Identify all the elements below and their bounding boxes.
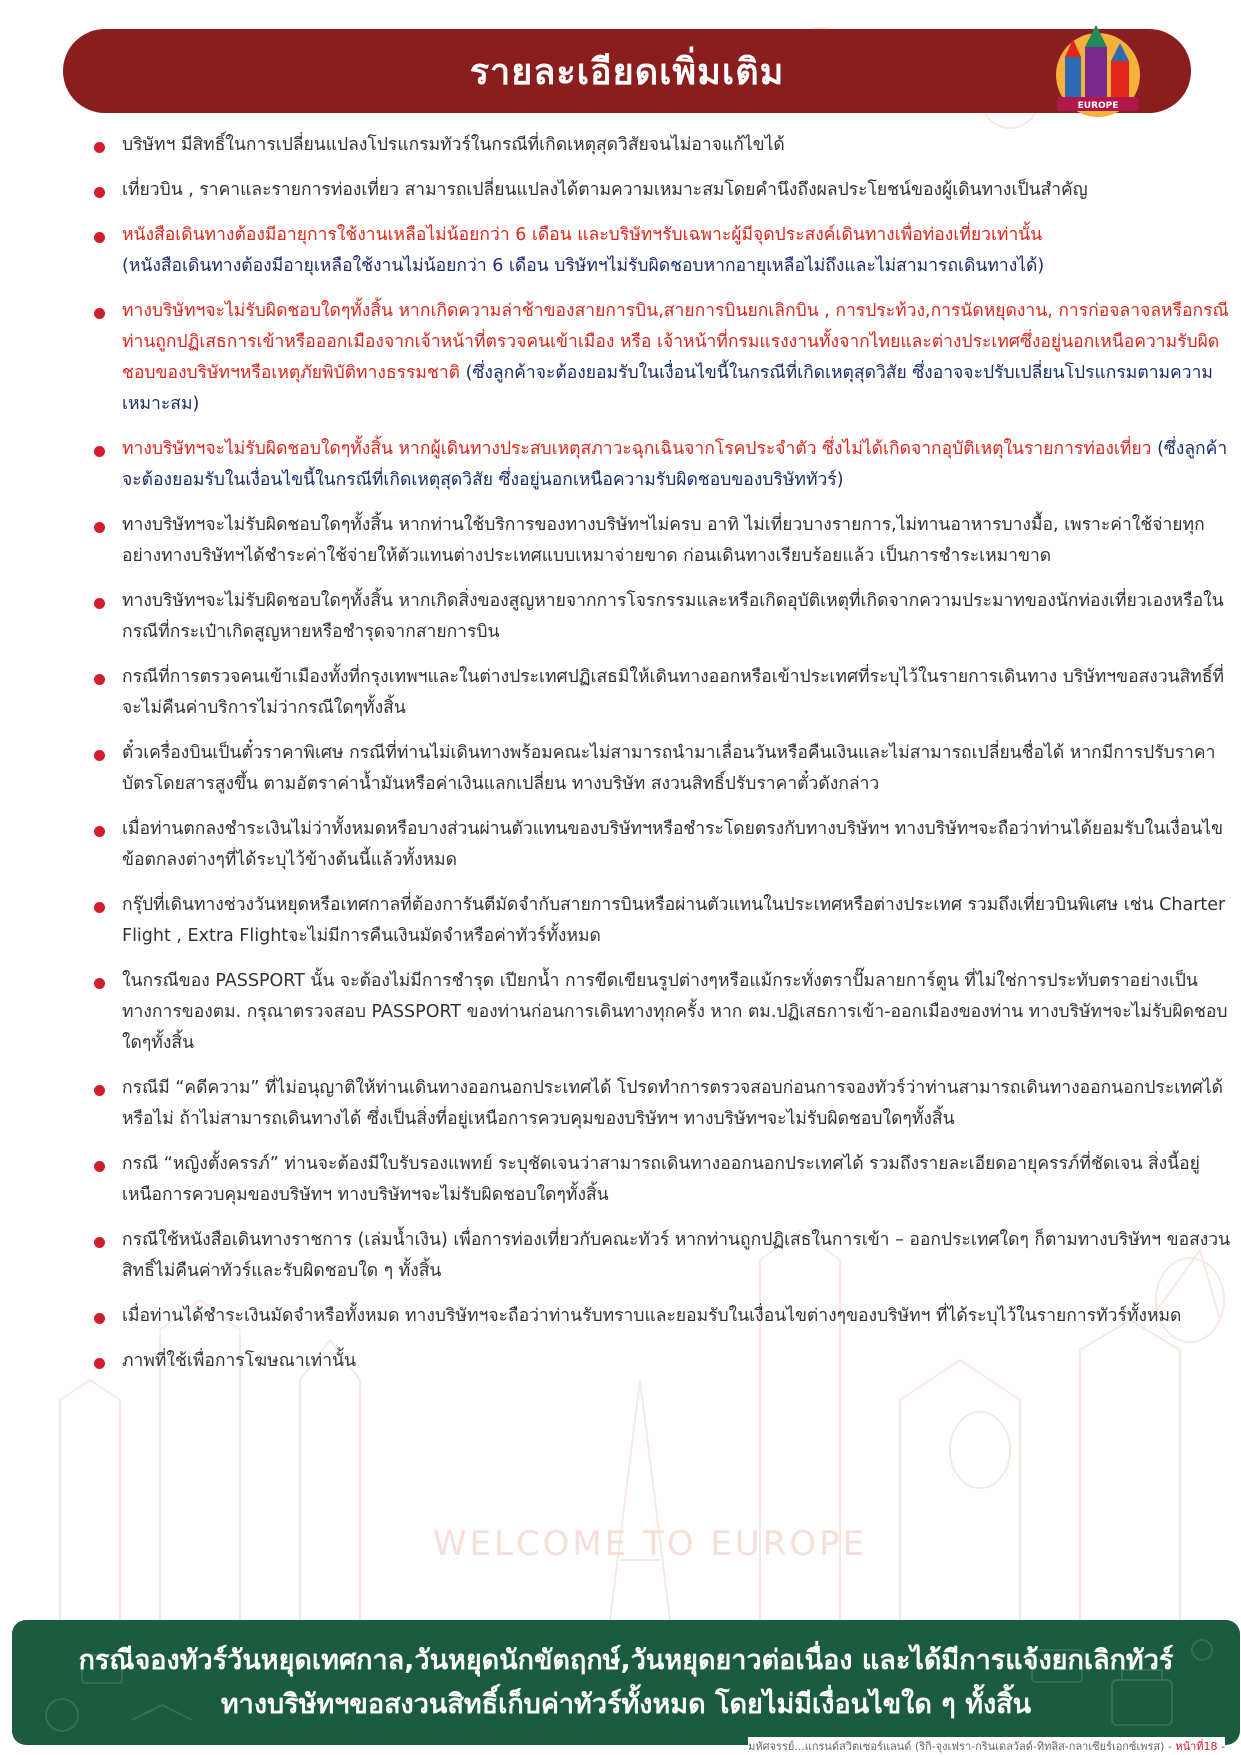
term-item	[92, 586, 1232, 648]
europe-landmarks-icon	[1043, 17, 1153, 127]
term-text	[122, 434, 1232, 496]
welcome-europe-watermark: WELCOME TO EUROPE	[432, 1524, 868, 1564]
header-banner	[63, 29, 1191, 113]
bullet-icon	[94, 750, 105, 761]
term-text-segment: กรุ๊ปที่เดินทางช่วงวันหยุดหรือเทศกาลที่ต้องการันตีมัดจำกับสายการบินหรือผ่านตัวแทนในประเทศหรือต่างประเทศ รวมถึงเที่ยวบินพิเศษ เช่น Charter Flight , Extra Flightจะไม่มีการคืนเงินมัดจำหรือค่าทัวร์ทั้งหมด	[122, 895, 1226, 946]
bullet-icon	[94, 187, 105, 198]
bullet-icon	[94, 232, 105, 243]
term-text-segment: ในกรณีของ PASSPORT นั้น จะต้องไม่มีการชำรุด เปียกน้ำ การขีดเขียนรูปต่างๆหรือแม้กระทั่งตราปั๊มลายการ์ตูน ที่ไม่ใช่การประทับตราอย่างเป็นทางการของตม. กรุณาตรวจสอบ PASSPORT ของท่านก่อนการเดินทางทุกครั้ง หาก ตม.ปฏิเสธการเข้า-ออกเมืองของท่าน ทางบริษัทฯจะไม่รับผิดชอบใดๆทั้งสิ้น	[122, 971, 1228, 1053]
term-text-segment: ภาพที่ใช้เพื่อการโฆษณาเท่านั้น	[122, 1351, 356, 1371]
term-text-segment: เมื่อท่านได้ชำระเงินมัดจำหรือทั้งหมด ทางบริษัทฯจะถือว่าท่านรับทราบและยอมรับในเงื่อนไขต่างๆของบริษัทฯ ที่ได้ระบุไว้ในรายการทัวร์ทั้งหมด	[122, 1306, 1182, 1326]
term-text-segment: ทางบริษัทฯจะไม่รับผิดชอบใดๆทั้งสิ้น หากเกิดความล่าช้าของสายการบิน,สายการบินยกเลิกบิน , การประท้วง,การนัดหยุดงาน, การก่อจลาจลหรือกรณีท่านถูกปฏิเสธการเข้าหรือออกเมืองจากเจ้าหน้าที่ตรวจคนเข้าเมือง หรือ เจ้าหน้าที่กรมแรงงานทั้งจากไทยและต่างประเทศซึ่งอยู่นอกเหนือความรับผิดชอบของบริษัทฯหรือเหตุภัยพิบัติทางธรรมชาติ	[122, 301, 1229, 383]
term-text	[122, 890, 1232, 952]
term-item	[92, 220, 1232, 282]
term-text	[122, 1149, 1232, 1211]
term-item	[92, 662, 1232, 724]
term-text	[122, 510, 1232, 572]
bullet-icon	[94, 826, 105, 837]
bullet-icon	[94, 1085, 105, 1096]
term-text-segment: เมื่อท่านตกลงชำระเงินไม่ว่าทั้งหมดหรือบางส่วนผ่านตัวแทนของบริษัทฯหรือชำระโดยตรงกับทางบริษัทฯ ทางบริษัทฯจะถือว่าท่านได้ยอมรับในเงื่อนไขข้อตกลงต่างๆที่ได้ระบุไว้ข้างต้นนี้แล้วทั้งหมด	[122, 819, 1224, 870]
term-item	[92, 890, 1232, 952]
bullet-icon	[94, 674, 105, 685]
term-text	[122, 662, 1232, 724]
europe-badge-label: EUROPE	[1077, 101, 1119, 111]
bullet-icon	[94, 446, 105, 457]
term-text-segment: ทางบริษัทฯจะไม่รับผิดชอบใดๆทั้งสิ้น หากผู้เดินทางประสบเหตุสภาวะฉุกเฉินจากโรคประจำตัว ซึ่งไม่ได้เกิดจากอุบัติเหตุในรายการท่องเที่ยว	[122, 439, 1152, 459]
bullet-icon	[94, 1161, 105, 1172]
term-item	[92, 966, 1232, 1059]
term-item	[92, 738, 1232, 800]
bullet-icon	[94, 902, 105, 913]
term-item	[92, 130, 1232, 161]
term-item	[92, 175, 1232, 206]
footer-line-2: ทางบริษัทฯขอสงวนสิทธิ์เก็บค่าทัวร์ทั้งหมด โดยไม่มีเงื่อนไขใด ๆ ทั้งสิ้น	[220, 1688, 1032, 1720]
term-text	[122, 1225, 1232, 1287]
page-footer-text: มหัศจรรย์...แกรนด์สวิตเซอร์แลนด์ (ริกิ-จุงเฟรา-กรินเดลวัลด์-ทิทลิส-กลาเซียร์เอกซ์เพรส) -	[748, 1740, 1172, 1753]
term-text-segment: เที่ยวบิน , ราคาและรายการท่องเที่ยว สามารถเปลี่ยนแปลงได้ตามความเหมาะสมโดยคำนึงถึงผลประโยชน์ของผู้เดินทางเป็นสำคัญ	[122, 180, 1088, 200]
bullet-icon	[94, 978, 105, 989]
bullet-icon	[94, 142, 105, 153]
term-text-segment: ตั๋วเครื่องบินเป็นตั๋วราคาพิเศษ กรณีที่ท่านไม่เดินทางพร้อมคณะไม่สามารถนำมาเลื่อนวันหรือคืนเงินและไม่สามารถเปลี่ยนชื่อได้ หากมีการปรับราคาบัตรโดยสารสูงขึ้น ตามอัตราค่าน้ำมันหรือค่าเงินแลกเปลี่ยน ทางบริษัท สงวนสิทธิ์ปรับราคาตั๋วดังกล่าว	[122, 743, 1216, 794]
term-text	[122, 1301, 1232, 1332]
bullet-icon	[94, 1237, 105, 1248]
term-text	[122, 1346, 1232, 1377]
term-text-segment: ทางบริษัทฯจะไม่รับผิดชอบใดๆทั้งสิ้น หากท่านใช้บริการของทางบริษัทฯไม่ครบ อาทิ ไม่เที่ยวบางรายการ,ไม่ทานอาหารบางมื้อ, เพราะค่าใช้จ่ายทุกอย่างทางบริษัทฯได้ชำระค่าใช้จ่ายให้ตัวแทนต่างประเทศแบบเหมาจ่ายขาด ก่อนเดินทางเรียบร้อยแล้ว เป็นการชำระเหมาขาด	[122, 515, 1205, 566]
term-text-segment: กรณีใช้หนังสือเดินทางราชการ (เล่มน้ำเงิน) เพื่อการท่องเที่ยวกับคณะทัวร์ หากท่านถูกปฏิเสธในการเข้า – ออกประเทศใดๆ ก็ตามทางบริษัทฯ ขอสงวนสิทธิ์ไม่คืนค่าทัวร์และรับผิดชอบใด ๆ ทั้งสิ้น	[122, 1230, 1231, 1281]
term-text	[122, 296, 1232, 420]
bullet-icon	[94, 598, 105, 609]
term-item	[92, 814, 1232, 876]
term-text	[122, 586, 1232, 648]
term-item	[92, 1073, 1232, 1135]
term-item	[92, 434, 1232, 496]
bullet-icon	[94, 1313, 105, 1324]
term-text-segment: (หนังสือเดินทางต้องมีอายุเหลือใช้งานไม่น้อยกว่า 6 เดือน บริษัทฯไม่รับผิดชอบหากอายุเหลือไม่ถึงและไม่สามารถเดินทางได้)	[122, 256, 1045, 276]
footer-line-1: กรณีจองทัวร์วันหยุดเทศกาล,วันหยุดนักขัตฤกษ์,วันหยุดยาวต่อเนื่อง และได้มีการแจ้งยกเลิกทัวร์	[78, 1644, 1174, 1676]
term-text	[122, 220, 1232, 282]
term-item	[92, 510, 1232, 572]
term-text	[122, 175, 1232, 206]
term-text-segment: (ซึ่งลูกค้าจะต้องยอมรับในเงื่อนไขนี้ในกรณีที่เกิดเหตุสุดวิสัย ซึ่งอาจจะปรับเปลี่ยนโปรแกรมตามความเหมาะสม)	[122, 363, 1213, 414]
footer-banner	[12, 1620, 1240, 1745]
term-text-segment: (ซึ่งลูกค้าจะต้องยอมรับในเงื่อนไขนี้ในกรณีที่เกิดเหตุสุดวิสัย ซึ่งอยู่นอกเหนือความรับผิดชอบของบริษัททัวร์)	[122, 439, 1228, 490]
term-text-segment: กรณีมี “คดีความ” ที่ไม่อนุญาติให้ท่านเดินทางออกนอกประเทศได้ โปรดทำการตรวจสอบก่อนการจองทัวร์ว่าท่านสามารถเดินทางออกนอกประเทศได้หรือไม่ ถ้าไม่สามารถเดินทางได้ ซึ่งเป็นสิ่งที่อยู่เหนือการควบคุมของบริษัทฯ ทางบริษัทฯจะไม่รับผิดชอบใดๆทั้งสิ้น	[122, 1078, 1224, 1129]
term-text	[122, 738, 1232, 800]
term-item	[92, 296, 1232, 420]
terms-list	[92, 130, 1232, 1377]
term-text-segment: หนังสือเดินทางต้องมีอายุการใช้งานเหลือไม่น้อยกว่า 6 เดือน และบริษัทฯรับเฉพาะผู้มีจุดประสงค์เดินทางเพื่อท่องเที่ยวเท่านั้น	[122, 225, 1043, 245]
term-text-segment: บริษัทฯ มีสิทธิ์ในการเปลี่ยนแปลงโปรแกรมทัวร์ในกรณีที่เกิดเหตุสุดวิสัยจนไม่อาจแก้ไขได้	[122, 135, 785, 155]
term-text-segment: ทางบริษัทฯจะไม่รับผิดชอบใดๆทั้งสิ้น หากเกิดสิ่งของสูญหายจากการโจรกรรมและหรือเกิดอุบัติเหตุที่เกิดจากความประมาทของนักท่องเที่ยวเองหรือในกรณีที่กระเป๋าเกิดสูญหายหรือชำรุดจากสายการบิน	[122, 591, 1224, 642]
term-item	[92, 1346, 1232, 1377]
term-text	[122, 814, 1232, 876]
term-item	[92, 1149, 1232, 1211]
term-item	[92, 1301, 1232, 1332]
term-item	[92, 1225, 1232, 1287]
term-text-segment: กรณีที่การตรวจคนเข้าเมืองทั้งที่กรุงเทพฯและในต่างประเทศปฏิเสธมิให้เดินทางออกหรือเข้าประเทศที่ระบุไว้ในรายการเดินทาง บริษัทฯขอสงวนสิทธิ์ที่จะไม่คืนค่าบริการไม่ว่ากรณีใดๆทั้งสิ้น	[122, 667, 1225, 718]
term-text	[122, 1073, 1232, 1135]
page-number: หน้าที่18 -	[1175, 1740, 1225, 1753]
bullet-icon	[94, 1358, 105, 1369]
bullet-icon	[94, 522, 105, 533]
term-text-segment: กรณี “หญิงตั้งครรภ์” ท่านจะต้องมีใบรับรองแพทย์ ระบุชัดเจนว่าสามารถเดินทางออกนอกประเทศได้ รวมถึงรายละเอียดอายุครรภ์ที่ชัดเจน สิ่งนี้อยู่เหนือการควบคุมของบริษัทฯ ทางบริษัทฯจะไม่รับผิดชอบใดๆทั้งสิ้น	[122, 1154, 1200, 1205]
term-text	[122, 130, 1232, 161]
term-text	[122, 966, 1232, 1059]
page-footer	[748, 1737, 1225, 1755]
page-title: รายละเอียดเพิ่มเติม	[469, 51, 785, 93]
bullet-icon	[94, 308, 105, 319]
